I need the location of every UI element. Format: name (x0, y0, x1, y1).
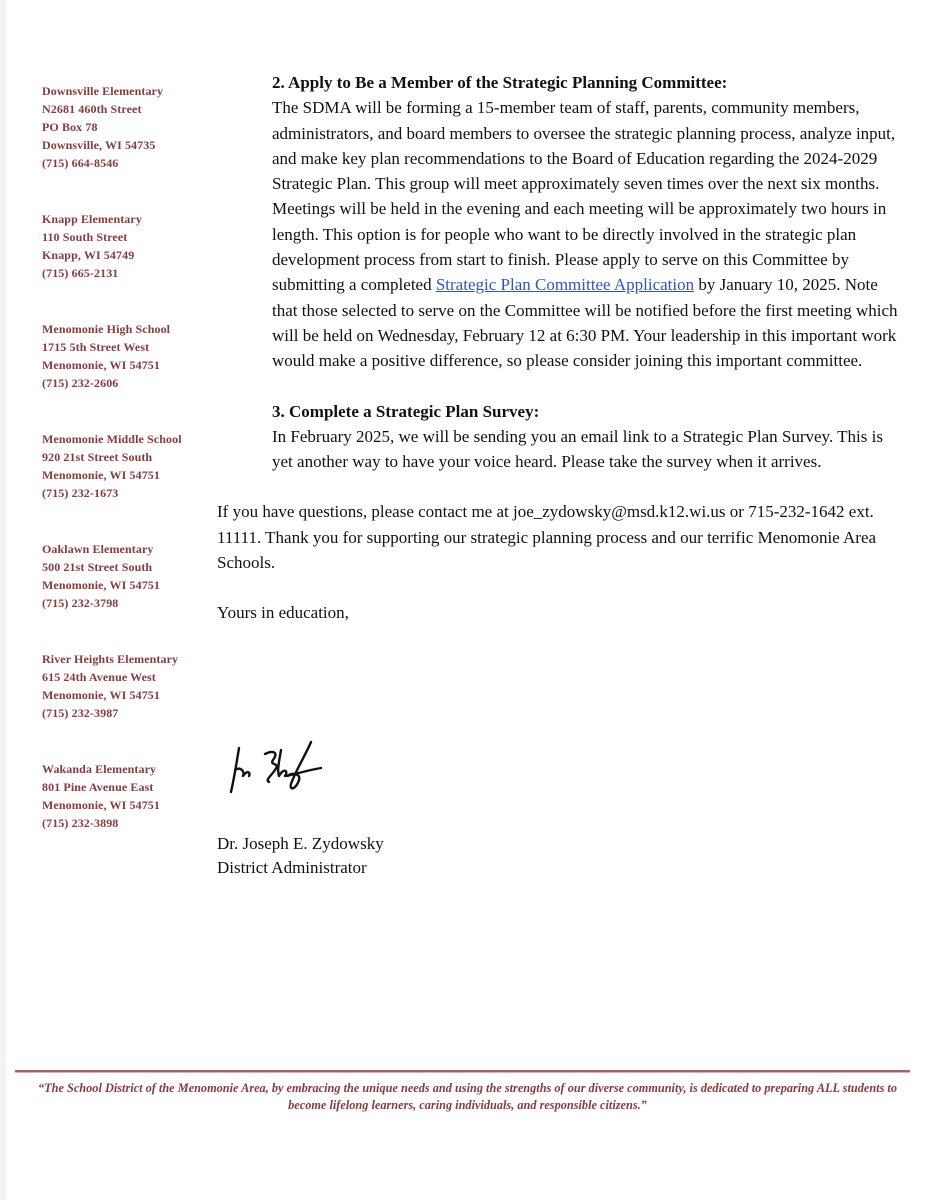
committee-application-link[interactable]: Strategic Plan Committee Application (435, 275, 695, 295)
section-paragraph (272, 95, 907, 373)
address-line: 500 21st Street South (42, 560, 153, 574)
salutation: Yours in education, (217, 603, 349, 623)
signer-block (217, 832, 384, 880)
school-name: Wakanda Elementary (42, 762, 157, 776)
school-address-block (42, 430, 212, 502)
phone-number: (715) 232-3987 (42, 706, 119, 720)
section-heading: 3. Complete a Strategic Plan Survey: (272, 401, 540, 421)
section-survey (217, 399, 907, 475)
school-address-block (42, 760, 212, 832)
signer-name: Dr. Joseph E. Zydowsky (217, 834, 384, 853)
school-address-block (42, 320, 212, 392)
phone-number: (715) 664-8546 (42, 156, 119, 170)
address-line: Menomonie, WI 54751 (42, 578, 161, 592)
school-name: Menomonie High School (42, 322, 171, 336)
address-line: Menomonie, WI 54751 (42, 688, 161, 702)
phone-number: (715) 232-3798 (42, 596, 119, 610)
section-heading: 2. Apply to Be a Member of the Strategic Planning Committee: (272, 73, 728, 92)
school-name: Oaklawn Elementary (42, 542, 154, 556)
address-line: 615 24th Avenue West (42, 670, 156, 684)
section-apply-committee (217, 70, 907, 374)
school-address-sidebar (42, 82, 212, 870)
phone-number: (715) 232-3898 (42, 816, 119, 830)
district-motto: “The School District of the Menomonie Area, by embracing the unique needs and using the strengths of our diverse community, is dedicated to preparing ALL students to become lifelong learners, caring individuals, and responsible citizens.” (37, 1081, 897, 1112)
paragraph-text: by January 10, 2025. Note that those selected to serve on the Committee will be notified before the first meeting which will be held on Wednesday, February 12 at 6:30 PM. Your leadership in this important work would make a positive difference, so please consider joining this important committee. (272, 275, 898, 371)
footer-divider-shadow (15, 1072, 910, 1073)
page-edge (0, 0, 6, 1200)
paragraph-text: The SDMA will be forming a 15-member team of staff, parents, community members, administrators, and board members to oversee the strategic planning process, analyze input, and make key plan recommendations to the Board of Education regarding the 2024-2029 Strategic Plan. This group will meet approximately seven times over the next six months. Meetings will be held in the evening and each meeting will be approximately two hours in length. This option is for people who want to be directly involved in the strategic plan development process from start to finish. Please apply to serve on this Committee by submitting a completed (272, 98, 896, 295)
address-line: 920 21st Street South (42, 450, 153, 464)
school-name: Knapp Elementary (42, 212, 142, 226)
address-line: Menomonie, WI 54751 (42, 468, 161, 482)
address-line: Downsville, WI 54735 (42, 138, 156, 152)
school-name: River Heights Elementary (42, 652, 179, 666)
letter-body (217, 70, 907, 626)
address-line: Menomonie, WI 54751 (42, 798, 161, 812)
school-address-block (42, 650, 212, 722)
section-paragraph: In February 2025, we will be sending you an email link to a Strategic Plan Survey. This is yet another way to have your voice heard. Please take the survey when it arrives. (272, 426, 883, 472)
address-line: PO Box 78 (42, 120, 98, 134)
school-name: Downsville Elementary (42, 84, 164, 98)
school-address-block (42, 82, 212, 172)
address-line: Knapp, WI 54749 (42, 248, 135, 262)
address-line: 801 Pine Avenue East (42, 780, 154, 794)
signature-image (225, 740, 345, 800)
address-line: 110 South Street (42, 230, 128, 244)
address-line: 1715 5th Street West (42, 340, 150, 354)
signer-title: District Administrator (217, 858, 367, 877)
address-line: Menomonie, WI 54751 (42, 358, 161, 372)
school-name: Menomonie Middle School (42, 432, 182, 446)
phone-number: (715) 232-2606 (42, 376, 119, 390)
school-address-block (42, 540, 212, 612)
address-line: N2681 460th Street (42, 102, 142, 116)
closing-paragraph: If you have questions, please contact me at joe_zydowsky@msd.k12.wi.us or 715-232-1642 ext. 11111. Thank you for supporting our strategic planning process and our terrific Menomonie Area Schools. (217, 502, 877, 573)
phone-number: (715) 232-1673 (42, 486, 119, 500)
phone-number: (715) 665-2131 (42, 266, 119, 280)
school-address-block (42, 210, 212, 282)
closing (217, 499, 907, 625)
